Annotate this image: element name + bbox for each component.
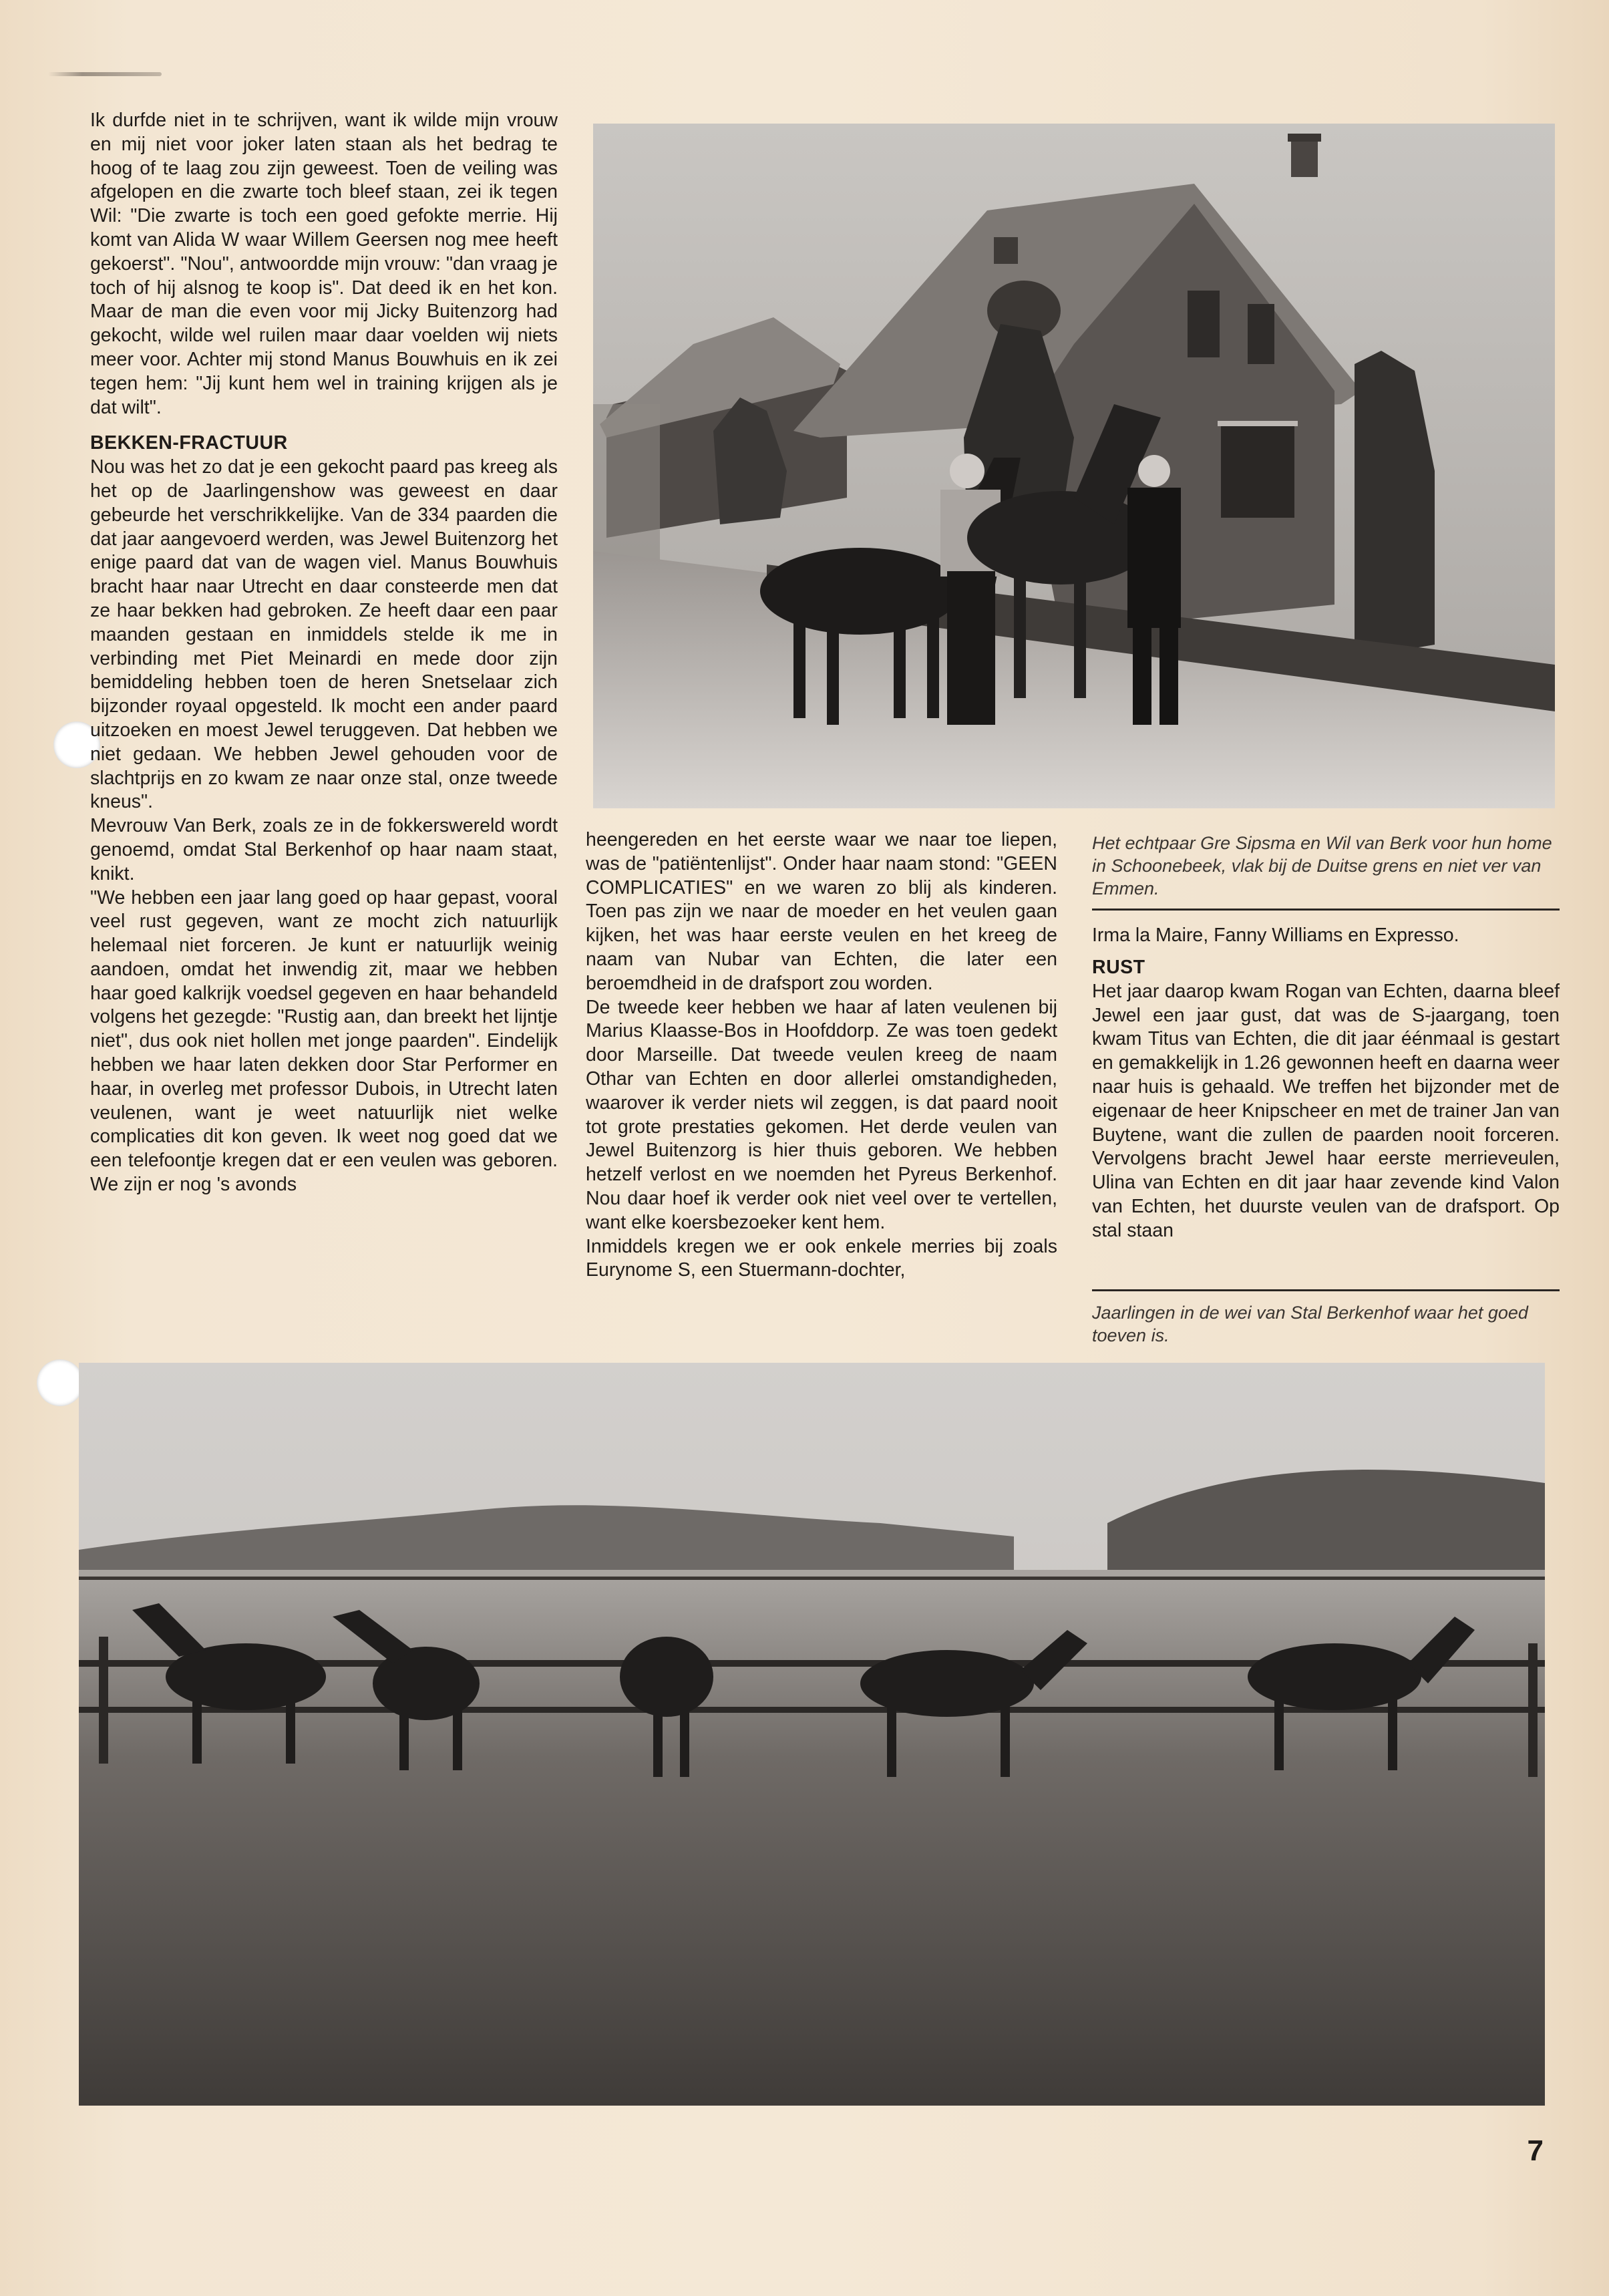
credits-line: Irma la Maire, Fanny Williams en Expresso. xyxy=(1092,925,1459,946)
paragraph: heengereden en het eerste waar we naar toe liepen, was de "patiëntenlijst". Onder haar naam stond: "GEEN COMPLICATIES" en we waren zo blij als kinderen. Toen pas zijn we naar de moeder en het veulen gaan kijken, het was haar eerste veulen en het kreeg de naam van Nubar van Echten, die later een beroemdheid in de drafsport zou worden. xyxy=(586,829,1057,994)
article-column-2 xyxy=(586,828,1057,1283)
paragraph: Nou was het zo dat je een gekocht paard pas kreeg als het op de Jaarlingenshow was geweest en daar gebeurde het verschrikkelijke. Van de 334 paarden die dat jaar aangevoerd werden, was Jewel Buitenzorg het enige paard dat van de wagen viel. Manus Bouwhuis bracht haar naar Utrecht en daar consteerde men dat ze haar bekken had gebroken. Ze heeft daar een paar maanden gestaan en inmiddels stelde ik me in verbinding met Piet Meinardi en mede door zijn bemiddeling hebben toen de heren Snetselaar zich bijzonder royaal opgesteld. Ik mocht een ander paard uitzoeken en moest Jewel teruggeven. Dat hebben we niet gedaan. We hebben Jewel gehouden voor de slachtprijs en zo kwam ze naar onze stal, onze tweede kneus". xyxy=(90,456,558,813)
punch-hole-bottom xyxy=(37,1359,83,1406)
photo-caption-top: Het echtpaar Gre Sipsma en Wil van Berk voor hun home in Schoonebeek, vlak bij de Duitse grens en niet ver van Emmen. xyxy=(1092,833,1552,898)
paragraph: Inmiddels kregen we er ook enkele merries bij zoals Eurynome S, een Stuermann-dochter, xyxy=(586,1235,1057,1281)
paddock-photo-illustration xyxy=(79,1363,1545,2106)
divider-rule xyxy=(1092,909,1560,911)
intro-paragraph: Ik durfde niet in te schrijven, want ik wilde mijn vrouw en mij niet voor joker laten staan als het bedrag te hoog of te laag zou zijn geweest. Toen de veiling was afgelopen en die zwarte toch bleef staan, zei ik tegen Wil: "Die zwarte is toch een goed gefokte merrie. Hij komt van Alida W waar Willem Geersen nog mee heeft gekoerst". "Nou", antwoordde mijn vrouw: "dan vraag je toch of hij alsnog te koop is". Dat deed ik en het kon. Maar de man die even voor mij Jicky Buitenzorg had gekocht, wilde wel ruilen maar daar voelden wij niets meer voor. Achter mij stond Manus Bouwhuis en ik zei tegen hem: "Jij kunt hem wel in training krijgen als je dat wilt". xyxy=(90,110,558,418)
photo-couple-with-horses xyxy=(593,124,1555,808)
farmhouse-photo-illustration xyxy=(593,124,1555,808)
paragraph: Het jaar daarop kwam Rogan van Echten, daarna bleef Jewel een jaar gust, dat was de S-jaargang, toen kwam Titus van Echten, die dit jaar éénmaal is gestart en gemakkelijk in 1.26 gewonnen heeft en daarna weer naar huis is gehaald. We treffen het bijzonder met de eigenaar de heer Knipscheer en met de trainer Jan van Buytene, want die zullen de paarden nooit forceren. Vervolgens bracht Jewel haar eerste merrieveulen, Ulina van Echten en dit jaar haar zevende kind Valon van Echten, het duurste veulen van de drafsport. Op stal staan xyxy=(1092,980,1560,1241)
divider-rule xyxy=(1092,1289,1560,1291)
pencil-mark xyxy=(48,72,162,76)
article-column-3 xyxy=(1092,956,1560,1243)
page-number: 7 xyxy=(1527,2134,1544,2167)
photo-yearlings-paddock xyxy=(79,1363,1545,2106)
paragraph: Mevrouw Van Berk, zoals ze in de fokkerswereld wordt genoemd, omdat Stal Berkenhof op haar naam staat, knikt. xyxy=(90,815,558,884)
paragraph: "We hebben een jaar lang goed op haar gepast, vooral veel rust gegeven, want ze mocht zich natuurlijk helemaal niet forceren. Je kunt er natuurlijk weinig aandoen, omdat het inwendig zit, maar we hebben haar goed kalkrijk voedsel gegeven en haar behandeld volgens het gezegde: "Rustig aan, dan breekt het lijntje niet", dus ook niet hollen met jonge paarden". Eindelijk hebben we haar laten dekken door Star Performer en haar, in overleg met professor Dubois, in Utrecht laten veulenen, want je weet natuurlijk niet welke complicaties dit kon geven. Ik weet nog goed dat we een telefoontje kregen dat er een veulen was geboren. We zijn er nog 's avonds xyxy=(90,886,558,1196)
photo-caption-bottom: Jaarlingen in de wei van Stal Berkenhof waar het goed toeven is. xyxy=(1092,1303,1528,1345)
section-heading-bekken-fractuur: BEKKEN-FRACTUUR xyxy=(90,432,288,454)
section-heading-rust: RUST xyxy=(1092,957,1145,978)
article-column-1 xyxy=(90,109,558,1197)
paragraph: De tweede keer hebben we haar af laten veulenen bij Marius Klaasse-Bos in Hoofddorp. Ze was toen gedekt door Marseille. Dat tweede veulen kreeg de naam Othar van Echten en door allerlei omstandigheden, waarover ik verder niets wil zeggen, is dat paard nooit tot grote prestaties gekomen. Het derde veulen van Jewel Buitenzorg is hier thuis geboren. We hebben hetzelf verlost en we noemden het Pyreus Berkenhof. Nou daar hoef ik verder ook niet veel over te vertellen, want elke koersbezoeker kent hem. xyxy=(586,996,1057,1233)
